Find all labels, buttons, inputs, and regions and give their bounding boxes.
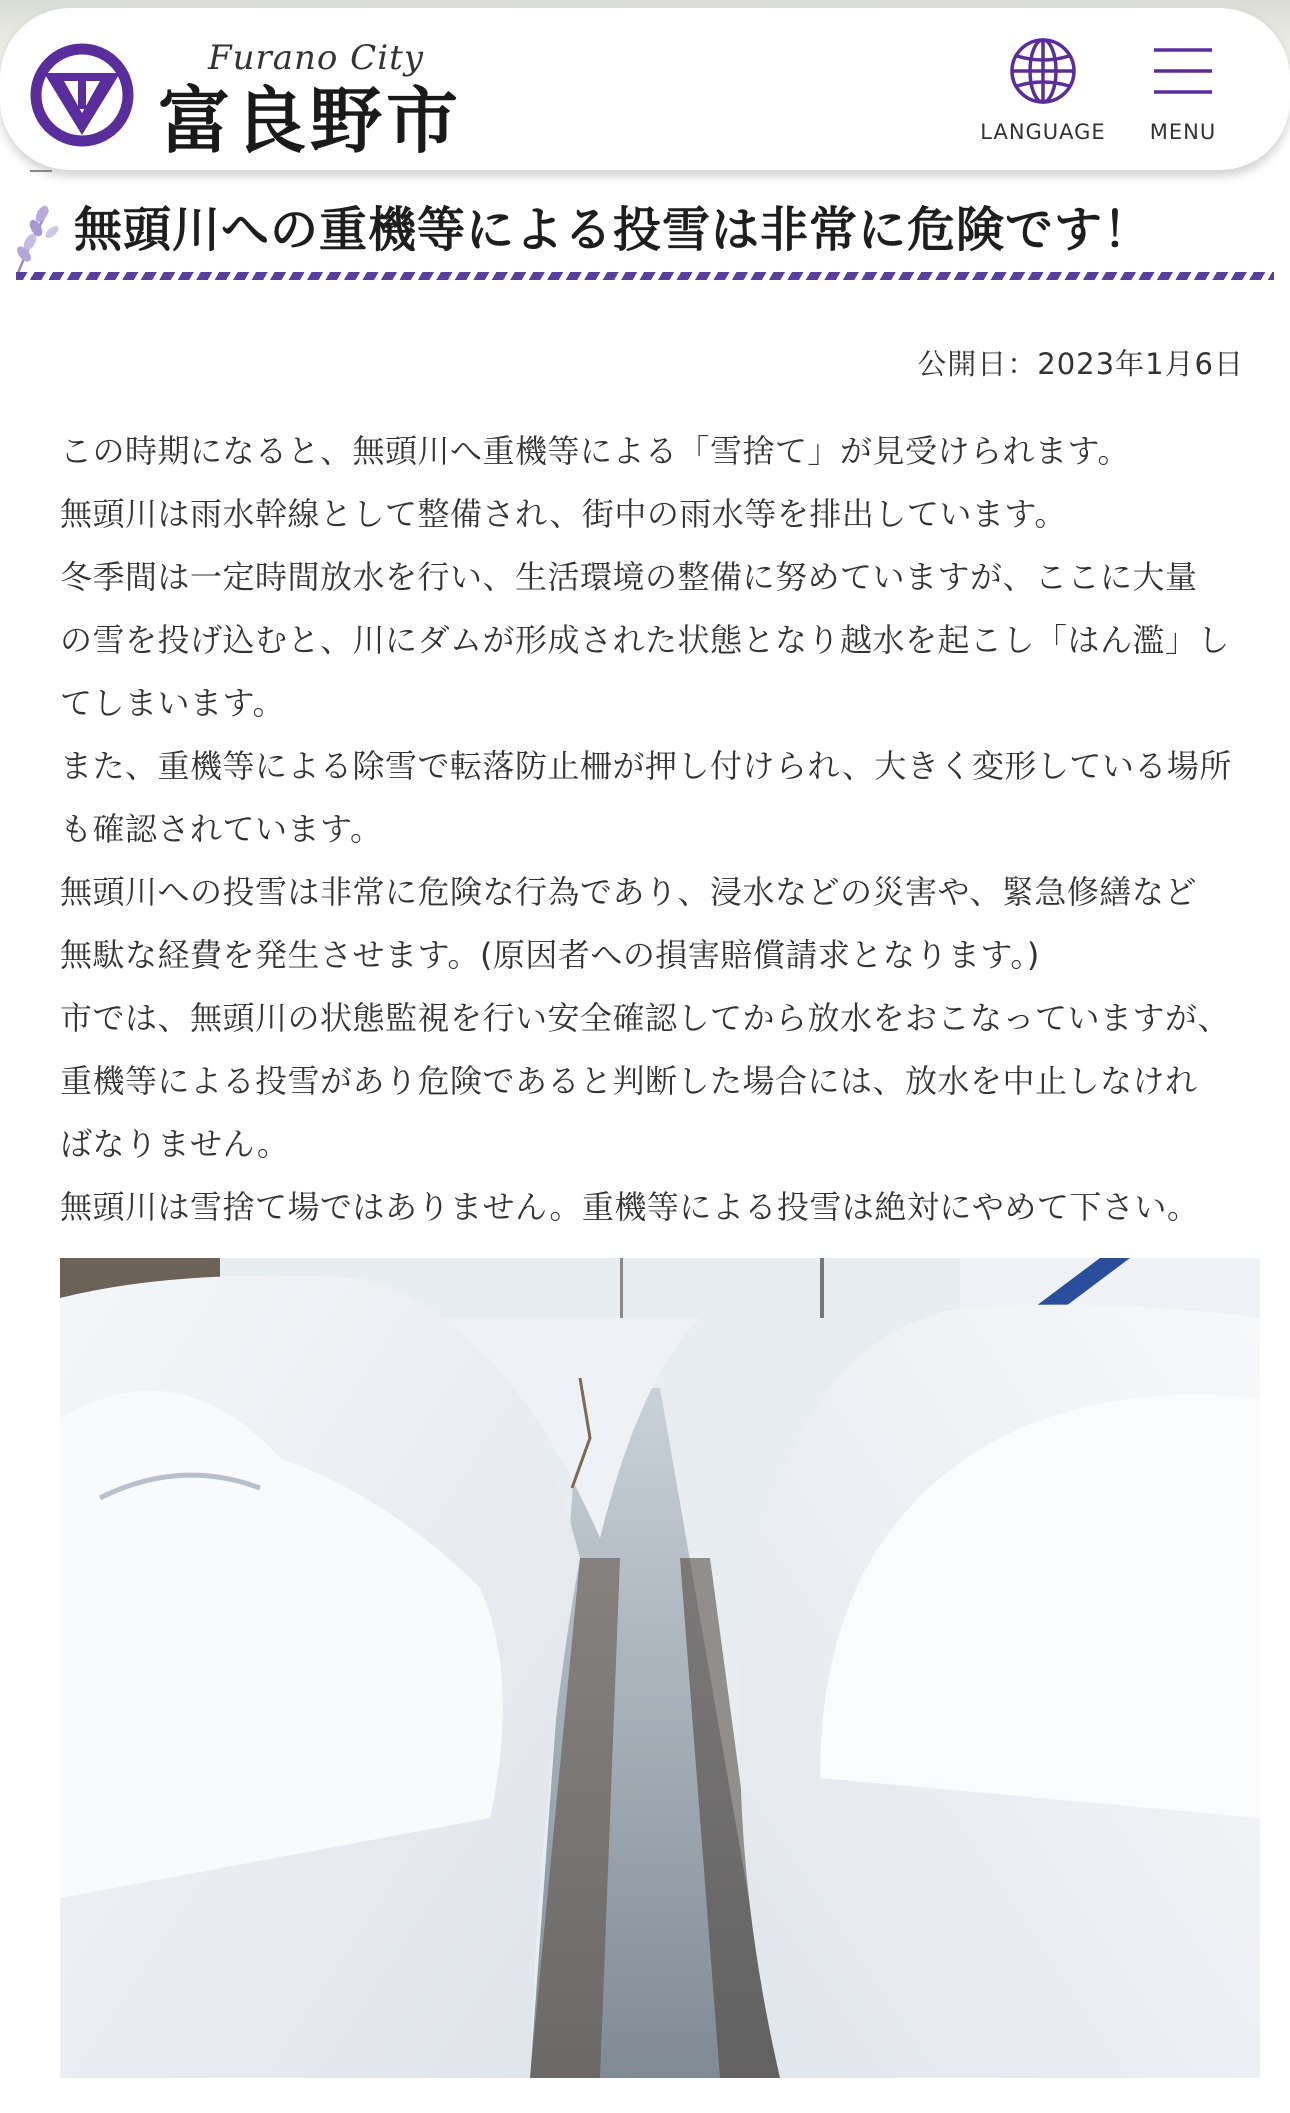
hamburger-menu-icon [1148, 36, 1218, 106]
body-line: 無駄な経費を発生させます。(原因者への損害賠償請求となります。) [60, 936, 1040, 974]
body-line: 市では、無頭川の状態監視を行い安全確認してから放水をおこなっていますが、 [60, 999, 1231, 1037]
site-header [0, 8, 1290, 170]
body-line: の雪を投げ込むと、川にダムが形成された状態となり越水を起こし「はん濫」し [60, 621, 1231, 659]
body-line: この時期になると、無頭川へ重機等による「雪捨て」が見受けられます。 [60, 432, 1130, 470]
body-line: また、重機等による除雪で転落防止柵が押し付けられ、大きく変形している場所 [60, 747, 1232, 785]
menu-button[interactable] [1118, 36, 1248, 166]
brand-name-en: Furano City [208, 38, 424, 78]
city-logo-icon[interactable] [30, 43, 134, 147]
globe-icon [1008, 36, 1078, 106]
body-line: 冬季間は一定時間放水を行い、生活環境の整備に努めていますが、ここに大量 [60, 558, 1198, 596]
article-photo [60, 1258, 1260, 2078]
language-button[interactable] [978, 36, 1108, 166]
body-line: 無頭川は雨水幹線として整備され、街中の雨水等を排出しています。 [60, 495, 1067, 533]
breadcrumb-fragment[interactable] [30, 150, 52, 172]
lavender-sprig-icon [8, 198, 64, 278]
page-title-area [0, 190, 1290, 290]
body-line: ばなりません。 [60, 1125, 290, 1163]
body-line: てしまいます。 [60, 684, 285, 722]
article-body [60, 420, 1260, 1239]
menu-label: MENU [1149, 120, 1217, 144]
body-line: も確認されています。 [60, 810, 383, 848]
body-line: 重機等による投雪があり危険であると判断した場合には、放水を中止しなけれ [60, 1062, 1198, 1100]
body-line: 無頭川への投雪は非常に危険な行為であり、浸水などの災害や、緊急修繕など [60, 873, 1197, 911]
title-underline [16, 272, 1274, 280]
brand-name-jp[interactable]: 富良野市 [158, 78, 463, 163]
snow-river-photo [60, 1258, 1260, 2078]
body-line: 無頭川は雪捨て場ではありません。重機等による投雪は絶対にやめて下さい。 [60, 1188, 1200, 1226]
page-title: 無頭川への重機等による投雪は非常に危険です！ [74, 202, 1153, 258]
language-label: LANGUAGE [980, 120, 1106, 144]
published-date: 公開日：2023年1月6日 [917, 347, 1244, 381]
